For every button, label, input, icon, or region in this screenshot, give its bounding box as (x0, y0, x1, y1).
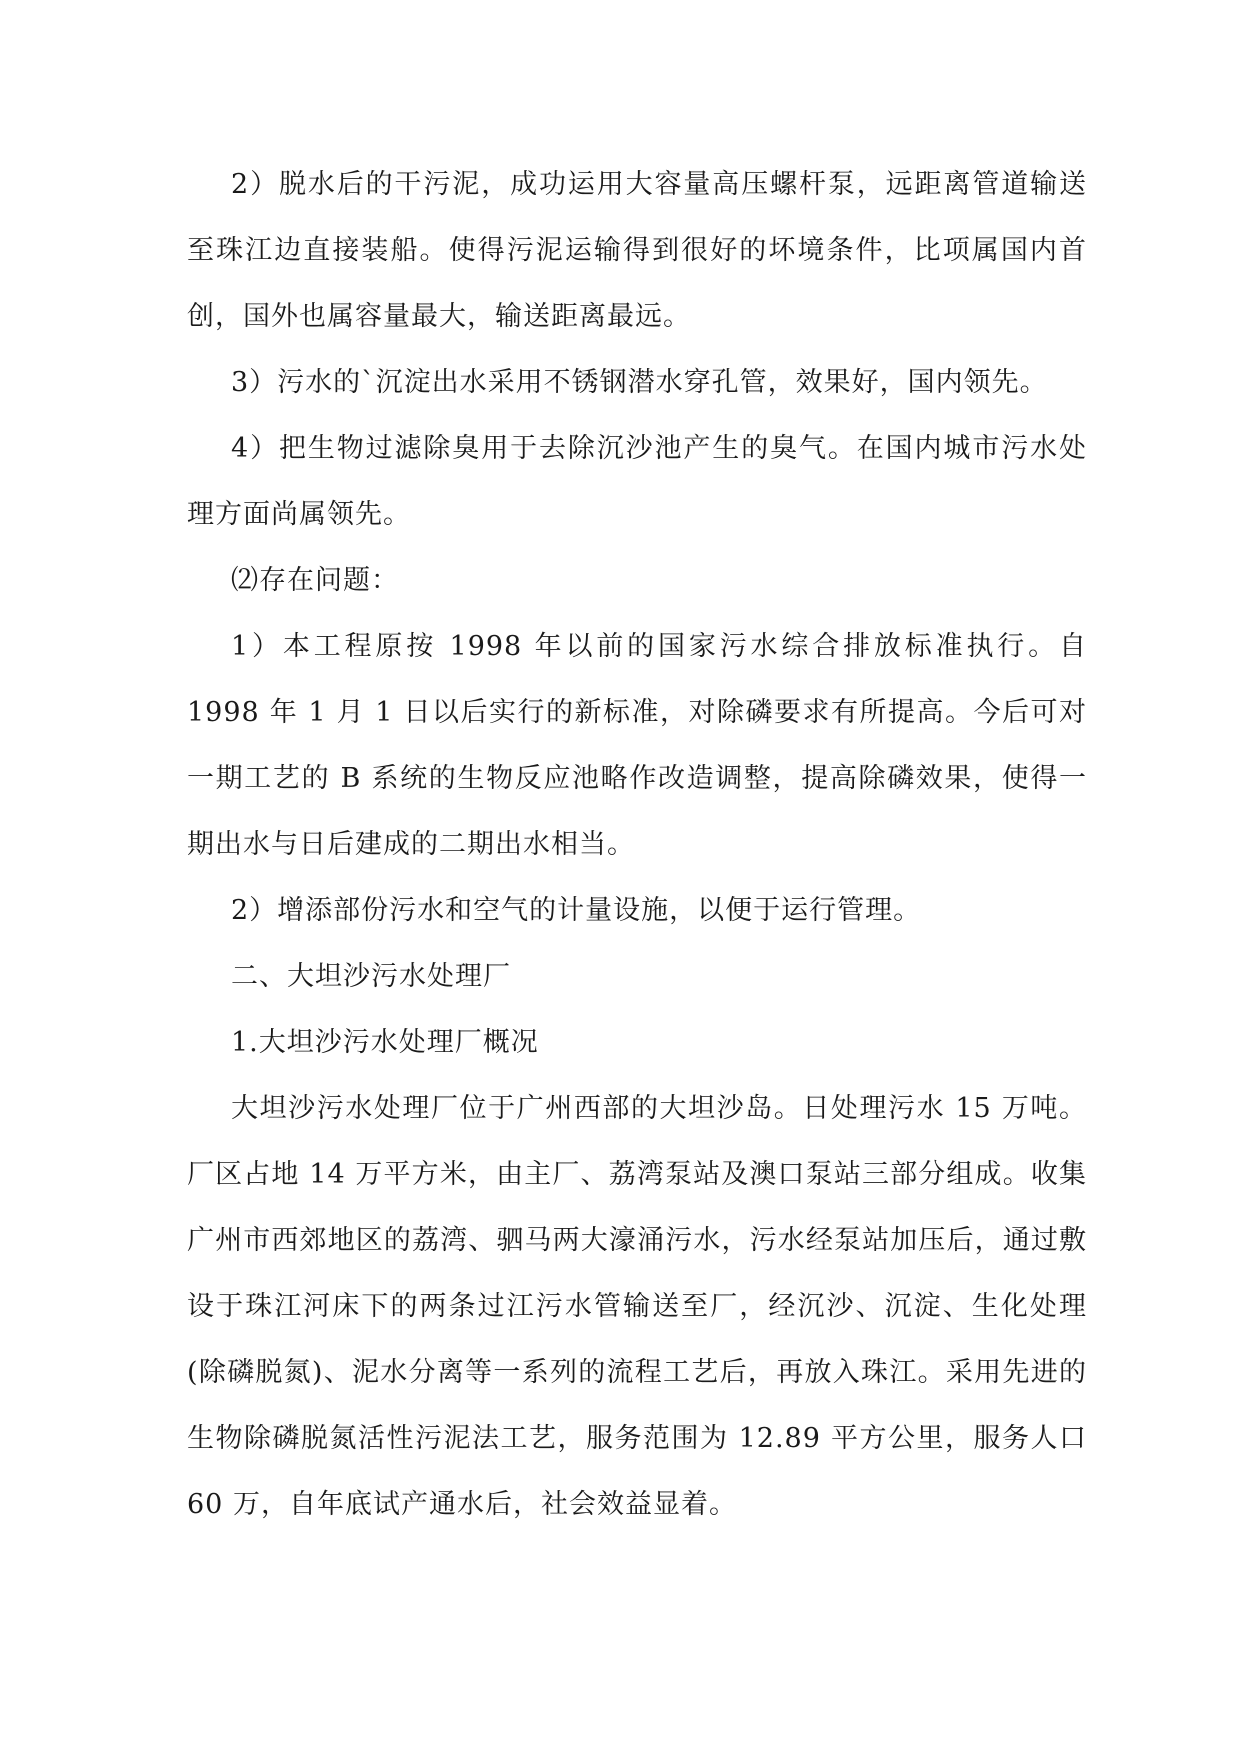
paragraph-sedimentation-outlet: 3）污水的`沉淀出水采用不锈钢潜水穿孔管，效果好，国内领先。 (231, 367, 1048, 398)
subsection-heading-plant-overview: 1.大坦沙污水处理厂概况 (231, 1027, 539, 1058)
paragraph-biofilter-deodorization: 4）把生物过滤除臭用于去除沉沙池产生的臭气。在国内城市污水处理方面尚属领先。 (187, 433, 1087, 530)
paragraph-sludge-transport: 2）脱水后的干污泥，成功运用大容量高压螺杆泵，远距离管道输送至珠江边直接装船。使得污泥运输得到很好的坏境条件，比项属国内首创，国外也属容量最大，输送距离最远。 (187, 169, 1087, 332)
document-body (187, 152, 1087, 1538)
paragraph-metering-facilities: 2）增添部份污水和空气的计量设施，以便于运行管理。 (231, 895, 922, 926)
section-heading-datansha-plant: 二、大坦沙污水处理厂 (231, 961, 511, 992)
paragraph-discharge-standard: 1）本工程原按 1998 年以前的国家污水综合排放标准执行。自 1998 年 1 月 1 日以后实行的新标准，对除磷要求有所提高。今后可对一期工艺的 B 系统的生物反应池略作改造调整，提高除磷效果，使得一期出水与日后建成的二期出水相当。 (187, 631, 1087, 860)
section-heading-existing-problems: ⑵存在问题： (231, 565, 399, 596)
paragraph-plant-overview: 大坦沙污水处理厂位于广州西部的大坦沙岛。日处理污水 15 万吨。厂区占地 14 万平方米，由主厂、荔湾泵站及澳口泵站三部分组成。收集广州市西郊地区的荔湾、驷马两大濠涌污水，污水经泵站加压后，通过敷设于珠江河床下的两条过江污水管输送至厂，经沉沙、沉淀、生化处理(除磷脱氮)、泥水分离等一系列的流程工艺后，再放入珠江。采用先进的生物除磷脱氮活性污泥法工艺，服务范围为 12.89 平方公里，服务人口 60 万，自年底试产通水后，社会效益显着。 (187, 1093, 1087, 1520)
